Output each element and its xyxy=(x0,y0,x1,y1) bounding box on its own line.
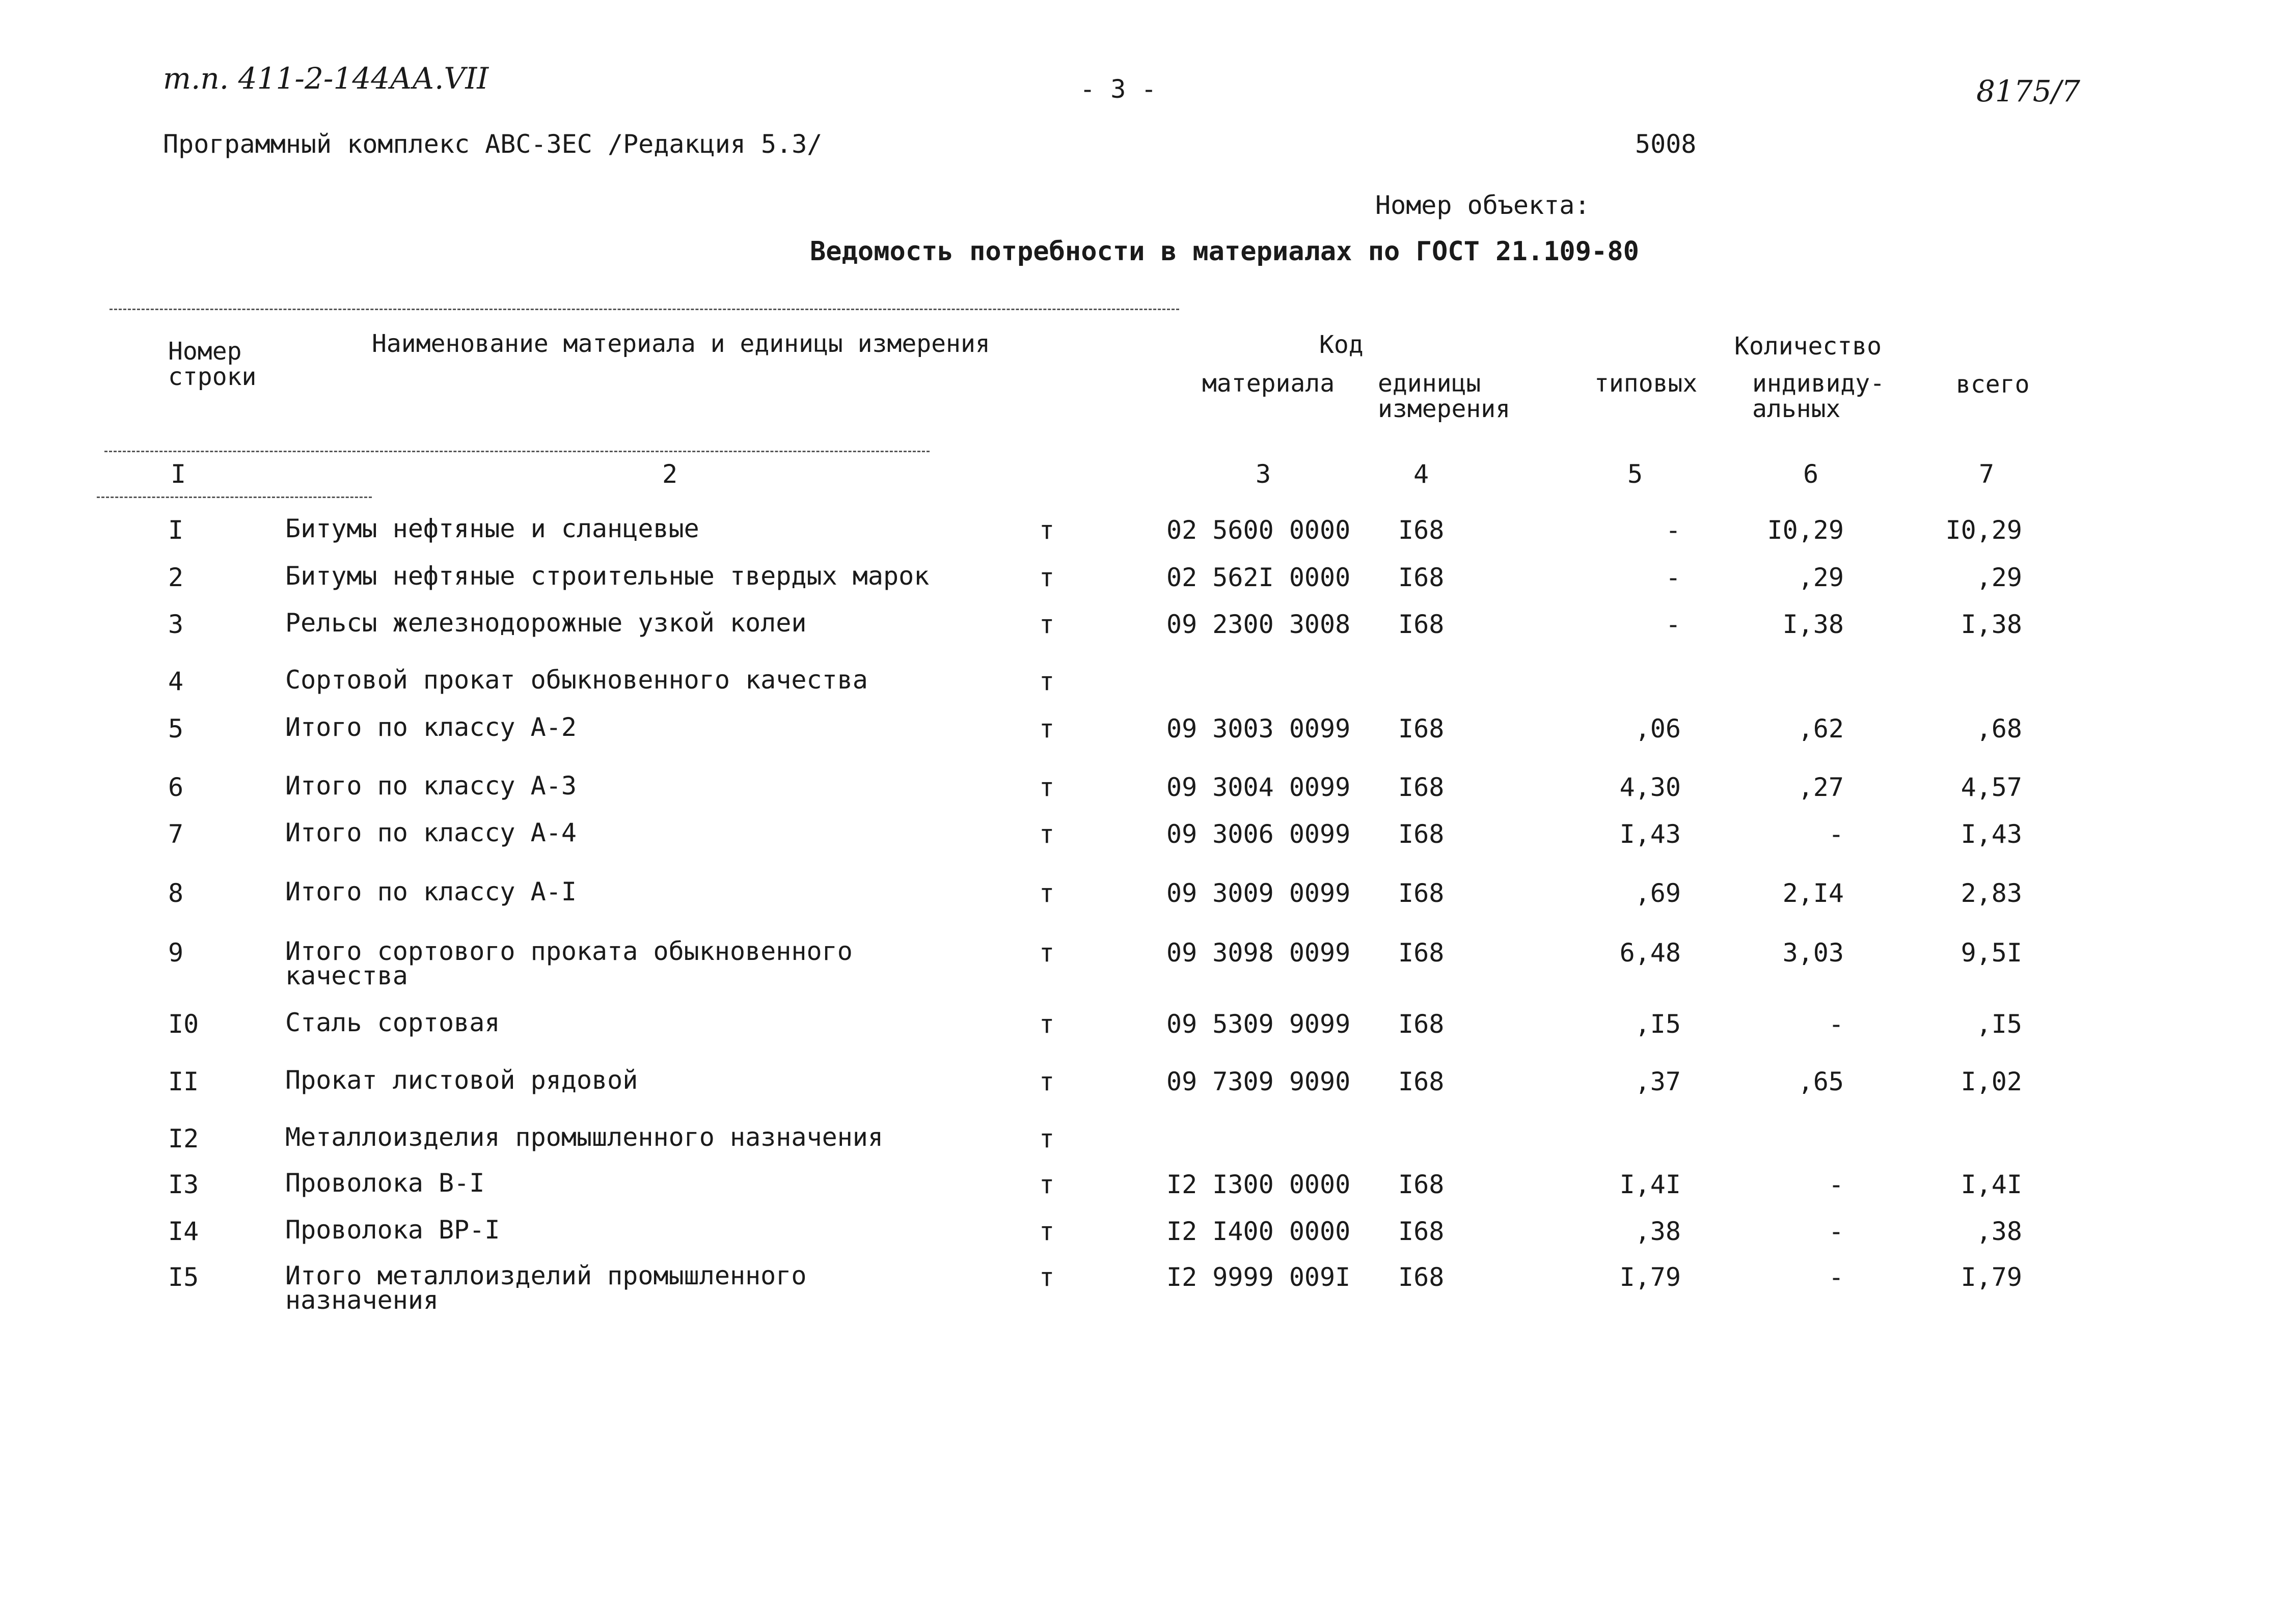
unit-mark: т xyxy=(1039,1009,1055,1039)
row-number: I2 xyxy=(168,1124,199,1153)
qty-total: 4,57 xyxy=(1961,773,2022,802)
top-rule xyxy=(110,309,1179,310)
qty-individual: 2,I4 xyxy=(1782,878,1844,908)
qty-individual: - xyxy=(1828,819,1844,849)
column-number: 3 xyxy=(1255,459,1271,489)
qty-individual: ,65 xyxy=(1798,1067,1844,1096)
column-number: 6 xyxy=(1803,459,1819,489)
material-code: 09 3098 0099 xyxy=(1166,938,1351,968)
material-code: 09 2300 3008 xyxy=(1166,610,1351,639)
material-name: Рельсы железнодорожные узкой колеи xyxy=(285,608,807,638)
material-code: 09 3004 0099 xyxy=(1166,773,1351,802)
unit-mark: т xyxy=(1039,1262,1055,1292)
material-name: Прокат листовой рядовой xyxy=(285,1065,638,1095)
material-code: 02 562I 0000 xyxy=(1166,563,1351,592)
unit-code: I68 xyxy=(1398,878,1445,908)
numbers-rule xyxy=(97,497,372,498)
qty-total: 2,83 xyxy=(1961,878,2022,908)
header-quantity: Количество xyxy=(1734,332,1882,361)
header-material: материала xyxy=(1202,369,1335,398)
qty-individual: - xyxy=(1828,1170,1844,1199)
row-number: I0 xyxy=(168,1009,199,1039)
handwritten-project-code: т.п. 411-2-144АА.VII xyxy=(163,61,489,96)
material-code: 09 3003 0099 xyxy=(1166,714,1351,744)
qty-total: I,79 xyxy=(1961,1262,2022,1292)
qty-typical: I,4I xyxy=(1619,1170,1681,1199)
qty-typical: I,43 xyxy=(1619,819,1681,849)
unit-mark: т xyxy=(1039,878,1055,908)
qty-typical: ,37 xyxy=(1635,1067,1681,1096)
sheet-number: 8175/7 xyxy=(1976,74,2081,108)
material-code: I2 I300 0000 xyxy=(1166,1170,1351,1199)
row-number: 8 xyxy=(168,878,184,908)
material-name: Проволока ВР-I xyxy=(285,1215,500,1245)
material-name: Сортовой прокат обыкновенного качества xyxy=(285,665,868,695)
unit-code: I68 xyxy=(1398,714,1445,744)
material-code: I2 I400 0000 xyxy=(1166,1217,1351,1246)
material-name: Итого по классу А-3 xyxy=(285,771,577,801)
qty-total: I,43 xyxy=(1961,819,2022,849)
row-number: 6 xyxy=(168,773,184,802)
qty-individual: ,29 xyxy=(1798,563,1844,592)
unit-mark: т xyxy=(1039,1170,1055,1199)
unit-code: I68 xyxy=(1398,1009,1445,1039)
qty-total: 9,5I xyxy=(1961,938,2022,968)
column-number: 7 xyxy=(1978,459,1995,489)
page-number: - 3 - xyxy=(1080,74,1157,104)
unit-mark: т xyxy=(1039,1067,1055,1096)
material-name: Итого металлоизделий промышленного назначения xyxy=(285,1261,807,1315)
qty-total: ,29 xyxy=(1976,563,2022,592)
software-label: Программный комплекс АВС-3ЕС /Редакция 5.3/ xyxy=(163,129,823,159)
qty-typical: ,69 xyxy=(1635,878,1681,908)
header-code: Код xyxy=(1319,331,1364,359)
qty-individual: - xyxy=(1828,1009,1844,1039)
material-code: 09 7309 9090 xyxy=(1166,1067,1351,1096)
unit-code: I68 xyxy=(1398,819,1445,849)
row-number: 4 xyxy=(168,667,184,696)
header-rule xyxy=(104,451,930,452)
material-name: Итого по классу А-I xyxy=(285,877,577,906)
material-code: 09 5309 9099 xyxy=(1166,1009,1351,1039)
document-id: 5008 xyxy=(1635,129,1697,159)
column-number: 5 xyxy=(1627,459,1643,489)
unit-code: I68 xyxy=(1398,610,1445,639)
unit-mark: т xyxy=(1039,819,1055,849)
unit-code: I68 xyxy=(1398,1217,1445,1246)
unit-mark: т xyxy=(1039,563,1055,592)
qty-total: ,68 xyxy=(1976,714,2022,744)
object-number-label: Номер объекта: xyxy=(1375,190,1590,220)
material-code: 09 3009 0099 xyxy=(1166,878,1351,908)
row-number: 2 xyxy=(168,563,184,592)
material-name: Проволока В-I xyxy=(285,1168,485,1198)
unit-code: I68 xyxy=(1398,515,1445,545)
unit-mark: т xyxy=(1039,714,1055,744)
unit-mark: т xyxy=(1039,1124,1055,1153)
qty-individual: 3,03 xyxy=(1782,938,1844,968)
row-number: 5 xyxy=(168,714,184,744)
column-number: 4 xyxy=(1413,459,1429,489)
material-code: I2 9999 009I xyxy=(1166,1262,1351,1292)
unit-code: I68 xyxy=(1398,1067,1445,1096)
column-number: I xyxy=(170,459,186,489)
unit-code: I68 xyxy=(1398,938,1445,968)
material-name: Итого по классу А-4 xyxy=(285,818,577,847)
qty-typical: - xyxy=(1665,515,1681,545)
unit-mark: т xyxy=(1039,1217,1055,1246)
qty-total: ,I5 xyxy=(1976,1009,2022,1039)
qty-typical: I,79 xyxy=(1619,1262,1681,1292)
material-name: Итого сортового проката обыкновенного качества xyxy=(285,937,853,990)
unit-mark: т xyxy=(1039,667,1055,696)
qty-total: I,02 xyxy=(1961,1067,2022,1096)
qty-typical: - xyxy=(1665,610,1681,639)
material-name: Сталь сортовая xyxy=(285,1008,500,1037)
qty-total: I,4I xyxy=(1961,1170,2022,1199)
row-number: I xyxy=(168,515,184,545)
row-number: II xyxy=(168,1067,199,1096)
material-code: 09 3006 0099 xyxy=(1166,819,1351,849)
material-code: 02 5600 0000 xyxy=(1166,515,1351,545)
qty-typical: ,06 xyxy=(1635,714,1681,744)
unit-mark: т xyxy=(1039,773,1055,802)
unit-mark: т xyxy=(1039,515,1055,545)
row-number: I3 xyxy=(168,1170,199,1199)
unit-code: I68 xyxy=(1398,773,1445,802)
page-title: Ведомость потребности в материалах по ГОСТ 21.109-80 xyxy=(810,236,1639,267)
material-name: Битумы нефтяные и сланцевые xyxy=(285,514,699,543)
unit-mark: т xyxy=(1039,610,1055,639)
header-individual: индивиду- альных xyxy=(1752,369,1885,424)
qty-individual: I0,29 xyxy=(1767,515,1844,545)
material-name: Металлоизделия промышленного назначения xyxy=(285,1122,883,1152)
qty-typical: - xyxy=(1665,563,1681,592)
unit-code: I68 xyxy=(1398,1170,1445,1199)
qty-typical: 4,30 xyxy=(1619,773,1681,802)
header-total: всего xyxy=(1956,370,2030,399)
qty-typical: 6,48 xyxy=(1619,938,1681,968)
unit-mark: т xyxy=(1039,938,1055,968)
header-typical: типовых xyxy=(1594,369,1698,398)
qty-total: I,38 xyxy=(1961,610,2022,639)
qty-typical: ,I5 xyxy=(1635,1009,1681,1039)
row-number: 7 xyxy=(168,819,184,849)
row-number: 9 xyxy=(168,938,184,968)
qty-individual: - xyxy=(1828,1217,1844,1246)
row-number: I5 xyxy=(168,1262,199,1292)
qty-total: ,38 xyxy=(1976,1217,2022,1246)
unit-code: I68 xyxy=(1398,1262,1445,1292)
qty-individual: I,38 xyxy=(1782,610,1844,639)
qty-individual: ,62 xyxy=(1798,714,1844,744)
row-number: 3 xyxy=(168,610,184,639)
header-name: Наименование материала и единицы измерения xyxy=(372,329,990,358)
qty-individual: - xyxy=(1828,1262,1844,1292)
header-row-no: Номер строки xyxy=(168,337,257,392)
material-name: Битумы нефтяные строительные твердых марок xyxy=(285,561,930,591)
column-number: 2 xyxy=(662,459,678,489)
qty-individual: ,27 xyxy=(1798,773,1844,802)
unit-code: I68 xyxy=(1398,563,1445,592)
row-number: I4 xyxy=(168,1217,199,1246)
header-unit: единицы измерения xyxy=(1378,369,1511,424)
material-name: Итого по классу А-2 xyxy=(285,712,577,742)
qty-typical: ,38 xyxy=(1635,1217,1681,1246)
qty-total: I0,29 xyxy=(1945,515,2022,545)
